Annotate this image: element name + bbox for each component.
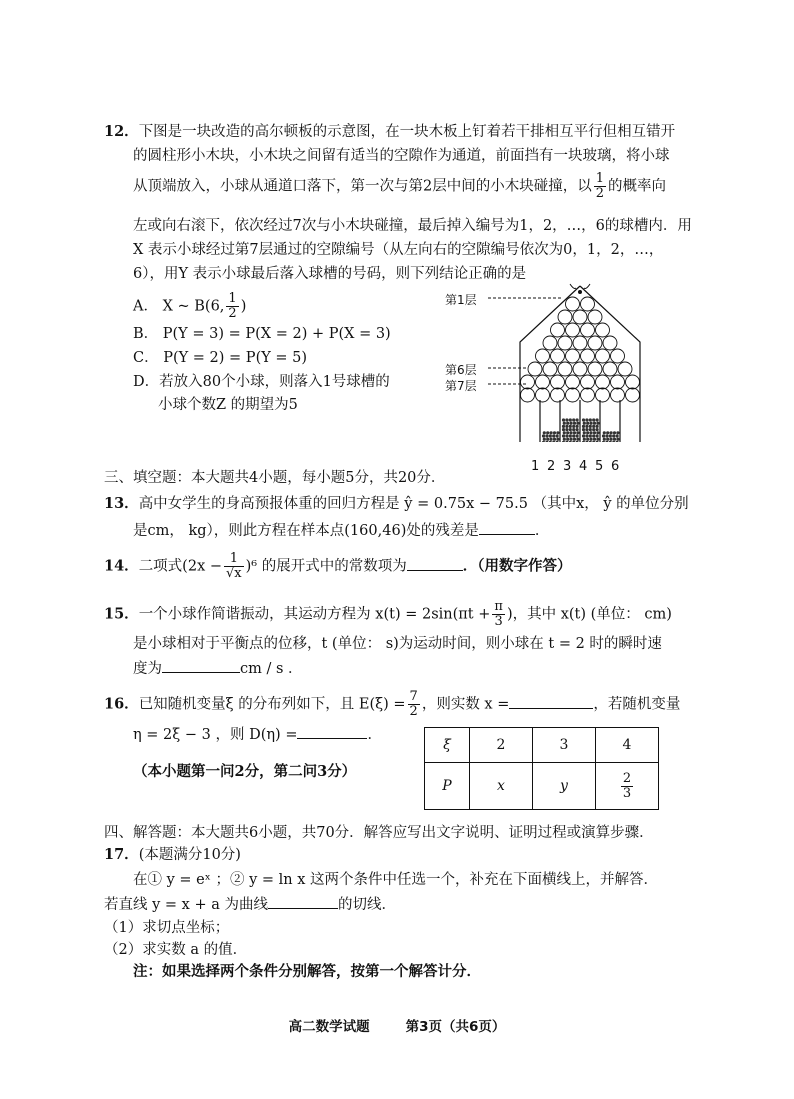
- q12-option-c: C． P(Y = 2) = P(Y = 5): [133, 350, 308, 366]
- table-cell: 3: [533, 728, 596, 763]
- q12-fraction: [594, 172, 606, 201]
- q16-frac-den: 2: [409, 704, 418, 719]
- peg: [558, 336, 572, 350]
- ball: [565, 434, 568, 437]
- ball: [592, 434, 595, 437]
- q15-fraction: [492, 600, 505, 629]
- q12-line3: [133, 172, 666, 201]
- ball: [546, 438, 549, 441]
- peg: [581, 375, 595, 389]
- q13-line2: [133, 520, 549, 541]
- q12-line2: 的圆柱形小木块，小木块之间留有适当的空隙作为通道，前面挡有一块玻璃，将小球: [133, 148, 670, 164]
- ball: [563, 438, 566, 441]
- peg: [521, 388, 535, 402]
- ball: [590, 438, 593, 441]
- table-cell: P: [425, 763, 470, 810]
- q14-number: 14．: [104, 557, 139, 575]
- q13-line1: [104, 494, 689, 514]
- slot-number: 2: [547, 459, 556, 474]
- ball: [585, 418, 588, 421]
- ball: [556, 438, 559, 441]
- footer-subject: 高二数学试题: [288, 1019, 370, 1035]
- ball: [572, 425, 575, 428]
- q16-line1: [104, 690, 680, 719]
- ball: [563, 422, 566, 425]
- ball: [573, 431, 576, 434]
- q15-text1a: 一个小球作简谐振动，其运动方程为 x(t) = 2sin(πt +: [138, 606, 491, 623]
- peg: [603, 362, 617, 376]
- ball: [566, 422, 569, 425]
- peg: [581, 349, 595, 363]
- slot-number: 1: [531, 459, 540, 474]
- opt-a-num: 1: [228, 291, 237, 306]
- q16-answer-blank-2[interactable]: [297, 724, 367, 739]
- peg: [603, 336, 617, 350]
- table-frac-num: 2: [622, 770, 632, 786]
- q15-line2: 是小球相对于平衡点的位移，t (单位： s)为运动时间，则小球在 t = 2 时的瞬时速: [133, 636, 662, 652]
- ball: [565, 441, 568, 442]
- opt-a-fraction: [226, 292, 238, 321]
- ball: [616, 441, 619, 442]
- ball: [572, 418, 575, 421]
- q12-option-a: [133, 292, 246, 321]
- q13-text1: 高中女学生的身高预报体重的回归方程是 ŷ = 0.75x − 75.5 （其中x， ŷ 的单位分别: [138, 496, 689, 512]
- q17-sub1: （1）求切点坐标；: [104, 920, 230, 936]
- q14-frac-num: 1: [224, 552, 244, 567]
- q12-number: 12．: [104, 123, 139, 140]
- ball: [542, 434, 545, 437]
- q16-answer-blank-1[interactable]: [509, 694, 593, 709]
- page-footer: [0, 1015, 794, 1035]
- ball: [590, 422, 593, 425]
- ball: [582, 428, 585, 431]
- ball: [569, 441, 572, 442]
- section-3-heading: 三、填空题：本大题共4小题，每小题5分，共20分．: [104, 470, 446, 486]
- ball: [586, 431, 589, 434]
- ball: [609, 441, 612, 442]
- opt-a-post: ): [240, 298, 247, 315]
- ball: [605, 434, 608, 437]
- table-cell: ξ: [425, 728, 470, 763]
- peg: [596, 388, 610, 402]
- peg: [551, 349, 565, 363]
- q14-fraction: [224, 552, 244, 581]
- q16-line2: [133, 724, 382, 745]
- ball: [602, 441, 605, 442]
- slot-number: 5: [595, 459, 604, 474]
- ball: [585, 425, 588, 428]
- ball: [589, 434, 592, 437]
- q12-option-b: B． P(Y = 3) = P(X = 2) + P(X = 3): [133, 326, 391, 342]
- ball: [570, 422, 573, 425]
- peg: [581, 388, 595, 402]
- q17-title: [104, 845, 241, 865]
- ball: [593, 422, 596, 425]
- q17-line2: [104, 894, 396, 915]
- ball: [589, 441, 592, 442]
- table-fraction: [621, 772, 633, 801]
- table-cell: y: [533, 763, 596, 810]
- peg: [551, 375, 565, 389]
- ball: [603, 438, 606, 441]
- q12-frac-num: 1: [595, 171, 605, 186]
- q14-post: )⁶ 的展开式中的常数项为: [245, 558, 407, 575]
- peg: [611, 388, 625, 402]
- ball: [565, 428, 568, 431]
- peg: [566, 388, 580, 402]
- ball: [596, 438, 599, 441]
- table-frac-den: 3: [622, 785, 632, 801]
- ball: [562, 428, 565, 431]
- slot-number: 6: [611, 459, 620, 474]
- peg: [543, 336, 557, 350]
- q16-frac-num: 7: [409, 689, 418, 704]
- ball: [566, 431, 569, 434]
- peg: [596, 375, 610, 389]
- ball: [543, 438, 546, 441]
- ball: [616, 438, 619, 441]
- q14-frac-den: √x: [226, 566, 242, 581]
- distribution-table: [424, 727, 659, 810]
- opt-a-pre: A． X ~ B(6,: [133, 298, 225, 315]
- slot-numbers: [531, 459, 627, 474]
- q12-frac-den: 2: [595, 186, 605, 201]
- table-row: [425, 763, 659, 810]
- q16-text1c: ，若随机变量: [593, 696, 681, 713]
- q12-text3a: 从顶端放入，小球从通道口落下，第一次与第2层中间的小木块碰撞，以: [133, 178, 592, 195]
- peg: [588, 310, 602, 324]
- ball: [565, 425, 568, 428]
- ball: [572, 434, 575, 437]
- ball: [576, 418, 579, 421]
- peg: [566, 349, 580, 363]
- peg: [596, 349, 610, 363]
- q12-line4: 左或向右滚下，依次经过7次与小木块碰撞，最后掉入编号为1，2，…，6的球槽内．用: [133, 218, 692, 234]
- q17-sub2: （2）求实数 a 的值．: [104, 942, 248, 958]
- q12-line5: X 表示小球经过第7层通过的空隙编号（从左向右的空隙编号依次为0，1，2，…，: [133, 242, 664, 258]
- table-cell: x: [470, 763, 533, 810]
- ball: [583, 422, 586, 425]
- peg: [626, 388, 640, 402]
- ball: [550, 431, 553, 434]
- ball: [569, 418, 572, 421]
- ball: [565, 418, 568, 421]
- table-row: [425, 728, 659, 763]
- q15-answer-blank[interactable]: [162, 658, 240, 673]
- q15-frac-den: 3: [494, 614, 503, 629]
- ball: [545, 434, 548, 437]
- ball: [576, 438, 579, 441]
- q16-text2a: η = 2ξ − 3 ，则 D(η) =: [133, 727, 298, 743]
- layer-6-label: 第6层: [445, 363, 477, 377]
- ball: [573, 422, 576, 425]
- slot-number: 4: [579, 459, 588, 474]
- ball: [570, 431, 573, 434]
- q13-text2b: ．: [534, 523, 550, 539]
- ball: [612, 441, 615, 442]
- ball: [572, 428, 575, 431]
- q14-line: [104, 552, 571, 581]
- q15-line1: [104, 600, 672, 629]
- q17-number: 17．: [104, 846, 139, 863]
- ball: [613, 438, 616, 441]
- slot-number: 3: [563, 459, 572, 474]
- ball: [585, 434, 588, 437]
- ball: [556, 441, 559, 442]
- q17-answer-blank[interactable]: [268, 894, 338, 909]
- ball: [602, 434, 605, 437]
- ball: [616, 431, 619, 434]
- peg: [543, 362, 557, 376]
- q17-note: 注：如果选择两个条件分别解答，按第一个解答计分．: [133, 963, 481, 980]
- ball: [563, 431, 566, 434]
- q16-number: 16．: [104, 695, 139, 713]
- layer-1-label: 第1层: [445, 293, 477, 307]
- peg: [626, 375, 640, 389]
- ball: [592, 418, 595, 421]
- ball: [596, 434, 599, 437]
- table-cell: 4: [596, 728, 659, 763]
- ball: [569, 434, 572, 437]
- peg: [581, 323, 595, 337]
- ball: [549, 441, 552, 442]
- ball: [589, 418, 592, 421]
- peg: [611, 375, 625, 389]
- peg: [573, 362, 587, 376]
- ball: [596, 441, 599, 442]
- ball: [550, 438, 553, 441]
- q15-frac-num: π: [494, 599, 503, 614]
- ball: [593, 431, 596, 434]
- ball: [596, 431, 599, 434]
- ball: [589, 428, 592, 431]
- ball: [609, 434, 612, 437]
- q17-score: (本题满分10分): [138, 847, 241, 863]
- peg: [618, 362, 632, 376]
- peg: [536, 375, 550, 389]
- section-4-heading: 四、解答题：本大题共6小题，共70分．解答应写出文字说明、证明过程或演算步骤．: [104, 825, 654, 841]
- ball: [549, 434, 552, 437]
- q15-text1b: )，其中 x(t) (单位： cm): [506, 606, 672, 623]
- q12-option-d-line1: D．若放入80个小球，则落入1号球槽的: [133, 374, 390, 390]
- ball: [556, 434, 559, 437]
- ball: [566, 438, 569, 441]
- q12-text3b: 的概率向: [608, 178, 667, 195]
- q14-answer-blank[interactable]: [407, 556, 463, 571]
- ball: [562, 434, 565, 437]
- ball: [569, 425, 572, 428]
- peg: [551, 388, 565, 402]
- q13-number: 13．: [104, 495, 139, 512]
- ball: [585, 428, 588, 431]
- ball: [582, 418, 585, 421]
- ball: [543, 431, 546, 434]
- peg: [521, 375, 535, 389]
- q13-text2a: 是cm， kg），则此方程在样本点(160,46)处的残差是: [133, 523, 479, 539]
- ball: [589, 425, 592, 428]
- ball: [569, 428, 572, 431]
- ball: [585, 441, 588, 442]
- peg: [588, 362, 602, 376]
- layer-7-label: 第7层: [445, 379, 477, 393]
- q16-score-note: （本小题第一问2分，第二问3分）: [133, 763, 357, 780]
- ball: [606, 431, 609, 434]
- q13-answer-blank[interactable]: [479, 520, 535, 535]
- ball: [596, 418, 599, 421]
- q12-option-d-line2: 小球个数Z 的期望为5: [158, 397, 298, 413]
- ball: [603, 431, 606, 434]
- ball: [570, 438, 573, 441]
- q16-text2b: ．: [367, 727, 382, 743]
- ball: [593, 438, 596, 441]
- ball: [592, 441, 595, 442]
- ball: [576, 441, 579, 442]
- ball: [596, 422, 599, 425]
- peg: [558, 310, 572, 324]
- ball: [596, 428, 599, 431]
- ball: [592, 425, 595, 428]
- ball: [583, 438, 586, 441]
- ball: [576, 428, 579, 431]
- peg: [551, 323, 565, 337]
- q16-text1a: 已知随机变量ξ 的分布列如下，且 E(ξ) =: [138, 696, 406, 713]
- ball: [610, 438, 613, 441]
- peg: [573, 310, 587, 324]
- ball: [592, 428, 595, 431]
- q15-text3b: cm / s ．: [240, 661, 303, 677]
- peg: [566, 375, 580, 389]
- peg: [611, 349, 625, 363]
- table-cell: 2: [470, 728, 533, 763]
- ball: [606, 438, 609, 441]
- ball: [562, 441, 565, 442]
- footer-page-number: 第3页（共6页）: [405, 1019, 506, 1035]
- peg: [558, 362, 572, 376]
- peg: [566, 297, 580, 311]
- ball: [582, 441, 585, 442]
- ball: [596, 425, 599, 428]
- q17-text2b: 的切线．: [337, 897, 396, 913]
- ball: [552, 441, 555, 442]
- ball: [573, 438, 576, 441]
- ball: [582, 425, 585, 428]
- q12-line6: 6），用Y 表示小球最后落入球槽的号码，则下列结论正确的是: [133, 266, 527, 282]
- q16-fraction: [408, 690, 420, 719]
- ball: [610, 431, 613, 434]
- q15-number: 15．: [104, 605, 139, 623]
- peg: [536, 388, 550, 402]
- ball: [576, 434, 579, 437]
- q12-line1: [104, 122, 675, 142]
- ball: [616, 434, 619, 437]
- ball: [553, 431, 556, 434]
- q14-pre: 二项式(2x −: [138, 558, 223, 575]
- q12-text1: 下图是一块改造的高尔顿板的示意图，在一块木板上钉着若干排相互平行但相互错开: [138, 124, 676, 140]
- ball: [576, 431, 579, 434]
- q15-text3a: 度为: [133, 661, 162, 677]
- q17-line1: 在① y = eˣ ；② y = ln x 这两个条件中任选一个，补充在下面横线上，并解答．: [133, 872, 659, 888]
- ball: [553, 438, 556, 441]
- ball: [545, 441, 548, 442]
- peg: [596, 323, 610, 337]
- ball: [583, 431, 586, 434]
- ball: [590, 431, 593, 434]
- ball: [576, 422, 579, 425]
- ball: [562, 418, 565, 421]
- ball: [576, 425, 579, 428]
- q14-end: ．（用数字作答）: [462, 557, 572, 575]
- ball: [562, 425, 565, 428]
- ball: [542, 441, 545, 442]
- peg: [581, 297, 595, 311]
- peg: [566, 323, 580, 337]
- ball: [582, 434, 585, 437]
- ball: [613, 431, 616, 434]
- ball: [546, 431, 549, 434]
- table-cell: [596, 763, 659, 810]
- q16-text1b: ，则实数 x =: [421, 696, 510, 713]
- peg: [536, 349, 550, 363]
- ball: [612, 434, 615, 437]
- q17-text2a: 若直线 y = x + a 为曲线: [104, 897, 268, 913]
- ball: [586, 438, 589, 441]
- peg: [573, 336, 587, 350]
- peg: [588, 336, 602, 350]
- ball: [572, 441, 575, 442]
- ball: [605, 441, 608, 442]
- ball: [556, 431, 559, 434]
- peg: [528, 362, 542, 376]
- ball: [552, 434, 555, 437]
- ball: [586, 422, 589, 425]
- opt-a-den: 2: [228, 306, 237, 321]
- q15-line3: [133, 658, 303, 679]
